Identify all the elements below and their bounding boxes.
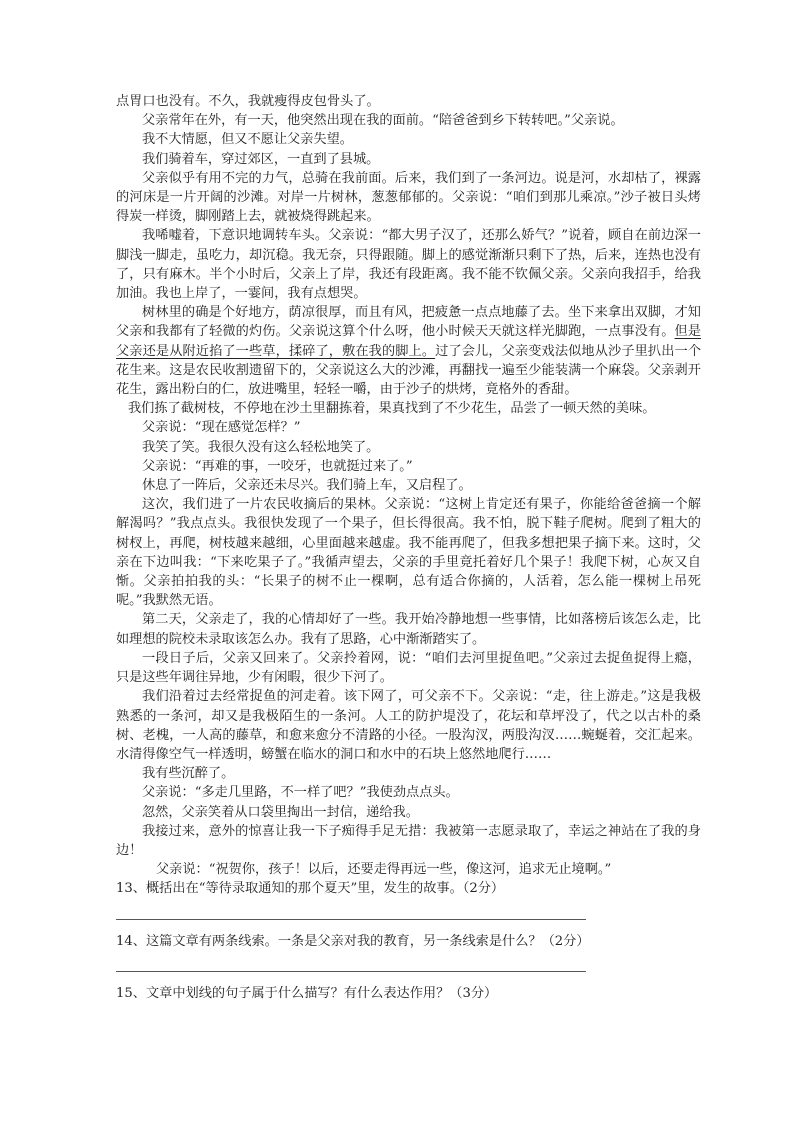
answer-line	[116, 919, 586, 920]
paragraph-text: 过了会儿，父亲变戏法似地从沙子里扒出一个花生来。这是农民收割遗留下的，父亲说这么大的沙滩，再翻找一遍至少能装满一个麻袋。父亲剥开花生，露出粉白的仁，放进嘴里，轻轻一嚼，由于沙子的烘烤，竟格外的香甜。	[116, 343, 702, 398]
question-15: 15、文章中划线的句子属于什么描写？有什么表达作用？（3分）	[116, 985, 498, 1001]
paragraph	[116, 303, 701, 399]
paragraph: 我有些沉醉了。	[142, 766, 235, 782]
paragraph: 父亲说：“再难的事，一咬牙，也就挺过来了。”	[142, 458, 413, 474]
paragraph: 点胃口也没有。不久，我就瘦得皮包骨头了。	[116, 94, 380, 109]
paragraph: 我笑了笑。我很久没有这么轻松地笑了。	[142, 439, 380, 455]
paragraph: 父亲说：“祝贺你，孩子！以后，还要走得再远一些，像这河，追求无止境啊。”	[156, 862, 612, 878]
question-13: 13、概括出在“等待录取通知的那个夏天”里，发生的故事。（2分）	[116, 881, 505, 897]
paragraph: 父亲说：“多走几里路，不一样了吧？”我使劲点点头。	[142, 785, 459, 801]
paragraph: 一段日子后，父亲又回来了。父亲拎着网，说：“咱们去河里捉鱼吧。”父亲过去捉鱼捉得上瘾，只是这些年调往异地，少有闲暇，很少下河了。	[116, 650, 701, 686]
paragraph: 休息了一阵后，父亲还未尽兴。我们骑上车，又启程了。	[142, 478, 472, 494]
paragraph: 我们沿着过去经常捉鱼的河走着。该下网了，可父亲不下。父亲说：“走，往上游走。”这是我极熟悉的一条河，却又是我极陌生的一条河。人工的防护堤没了，花坛和草坪没了，代之以古朴的桑树、老槐，一人高的藤草，和愈来愈分不清路的小径。一股沟汊，两股沟汊……蜿蜒着，交汇起来。水清得像空气一样透明，螃蟹在临水的洞口和水中的石块上悠然地爬行……	[116, 689, 701, 762]
paragraph: 父亲说：“现在感觉怎样？”	[142, 420, 301, 436]
question-14: 14、这篇文章有两条线索。一条是父亲对我的教育，另一条线索是什么？（2分）	[116, 933, 590, 949]
paragraph: 我接过来，意外的惊喜让我一下子痴得手足无措：我被第一志愿录取了，幸运之神站在了我的身边！	[116, 823, 701, 858]
paragraph: 第二天，父亲走了，我的心情却好了一些。我开始冷静地想一些事情，比如落榜后该怎么走，比如理想的院校未录取该怎么办。我有了思路，心中渐渐踏实了。	[116, 612, 701, 647]
paragraph-text: 树林里的确是个好地方，荫凉很厚，而且有风，把疲惫一点点地藤了去。坐下来拿出双脚，才知父亲和我都有了轻微的灼伤。父亲说这算个什么呀，他小时候天天就这样光脚跑，一点事没有。	[116, 305, 701, 340]
paragraph: 父亲常年在外，有一天，他突然出现在我的面前。“陪爸爸到乡下转转吧。”父亲说。	[142, 113, 624, 129]
paragraph: 忽然，父亲笑着从口袋里掏出一封信，递给我。	[142, 804, 419, 820]
underlined-sentence: 但是父亲还是从附近掐了一些草，揉碎了，敷在我的脚上。	[116, 324, 702, 359]
paragraph: 我不大情愿，但又不愿让父亲失望。	[142, 132, 353, 148]
paragraph: 我们拣了截树枝，不停地在沙土里翻拣着，果真找到了不少花生，品尝了一顿天然的美味。	[128, 401, 656, 417]
paragraph: 父亲似乎有用不完的力气，总骑在我前面。后来，我们到了一条河边。说是河，水却枯了，裸露的河床是一片开阔的沙滩。对岸一片树林，葱葱郁郁的。父亲说：“咱们到那儿乘凉。”沙子被日头烤得炭一样烫，脚刚踏上去，就被烧得跳起来。	[116, 170, 701, 225]
paragraph: 这次，我们进了一片农民收摘后的果林。父亲说：“这树上肯定还有果子，你能给爸爸摘一个解解渴吗？”我点点头。我很快发现了一个果子，但长得很高。我不怕，脱下鞋子爬树。爬到了粗大的树杈上，再爬，树枝越来越细，心里面越来越虚。我不能再爬了，但我多想把果子摘下来。这时，父亲在下边叫我：“下来吃果子了。”我循声望去，父亲的手里竟托着好几个果子！我爬下树，心灰又自惭。父亲拍拍我的头：“长果子的树不止一棵啊，总有适合你摘的，人活着，怎么能一棵树上吊死呢。”我默然无语。	[116, 497, 701, 609]
answer-line	[116, 971, 586, 972]
article-body	[116, 92, 701, 1003]
paragraph: 我们骑着车，穿过郊区，一直到了县城。	[142, 151, 380, 167]
paragraph: 我唏嘘着，下意识地调转车头。父亲说：“都大男子汉了，还那么娇气？”说着，顾自在前边深一脚浅一脚走，虽吃力，却沉稳。我无奈，只得跟随。脚上的感觉渐渐只剩下了热，后来，连热也没有了，只有麻木。半个小时后，父亲上了岸，我还有段距离。我不能不钦佩父亲。父亲向我招手，给我加油。我也上岸了，一霎间，我有点想哭。	[116, 228, 701, 302]
